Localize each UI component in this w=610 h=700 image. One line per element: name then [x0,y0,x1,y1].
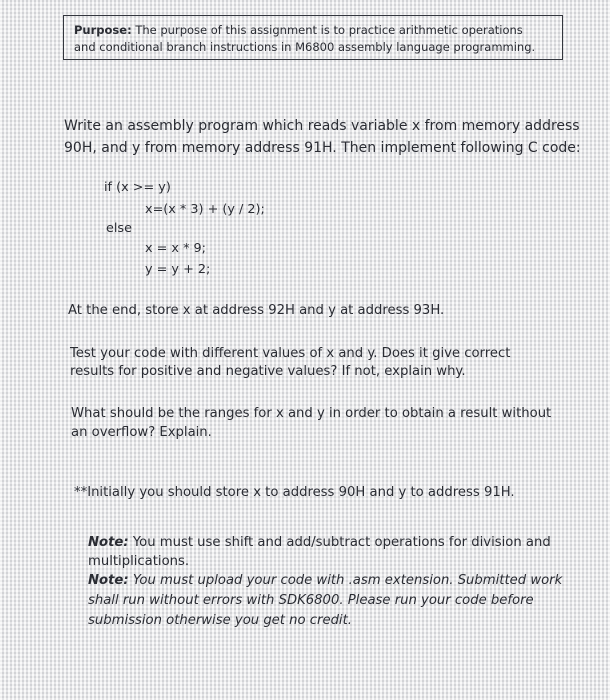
range-line-1: What should be the ranges for x and y in order to obtain a result without [71,406,552,421]
code-else-stmt-1: x = x * 9; [145,241,206,256]
code-if-line: if (x >= y) [104,180,171,195]
intro-line-1: Write an assembly program which reads variable x from memory address [64,118,580,134]
purpose-box [63,15,563,60]
initial-store-instruction: **Initially you should store x to address 90H and y to address 91H. [74,485,515,500]
test-line-2: results for positive and negative values? If not, explain why. [70,364,466,379]
test-line-1: Test your code with different values of x and y. Does it give correct [70,346,511,361]
purpose-text-2: and conditional branch instructions in M6800 assembly language programming. [74,40,536,54]
code-else-line: else [106,221,132,236]
note-2-label: Note: [88,573,129,588]
note-1-label: Note: [88,535,129,550]
intro-line-2: 90H, and y from memory address 91H. Then implement following C code: [64,140,581,156]
note-2-text-2: shall run without errors with SDK6800. Please run your code before [88,593,534,608]
purpose-label: Purpose: [74,23,132,37]
note-2-text-3: submission otherwise you get no credit. [88,613,352,628]
store-instruction: At the end, store x at address 92H and y at address 93H. [68,303,445,318]
purpose-text-1: The purpose of this assignment is to practice arithmetic operations [135,23,523,37]
note-1-text-2: multiplications. [88,554,190,569]
code-else-stmt-2: y = y + 2; [145,262,211,277]
note-1-text-1: You must use shift and add/subtract operations for division and [132,535,551,550]
note-2-line-1 [88,572,562,589]
note-2-text-1: You must upload your code with .asm extension. Submitted work [132,573,563,588]
code-then-line: x=(x * 3) + (y / 2); [145,202,265,217]
purpose-line-1 [74,23,523,37]
note-1-line-1 [88,534,551,551]
range-line-2: an overflow? Explain. [71,425,212,440]
